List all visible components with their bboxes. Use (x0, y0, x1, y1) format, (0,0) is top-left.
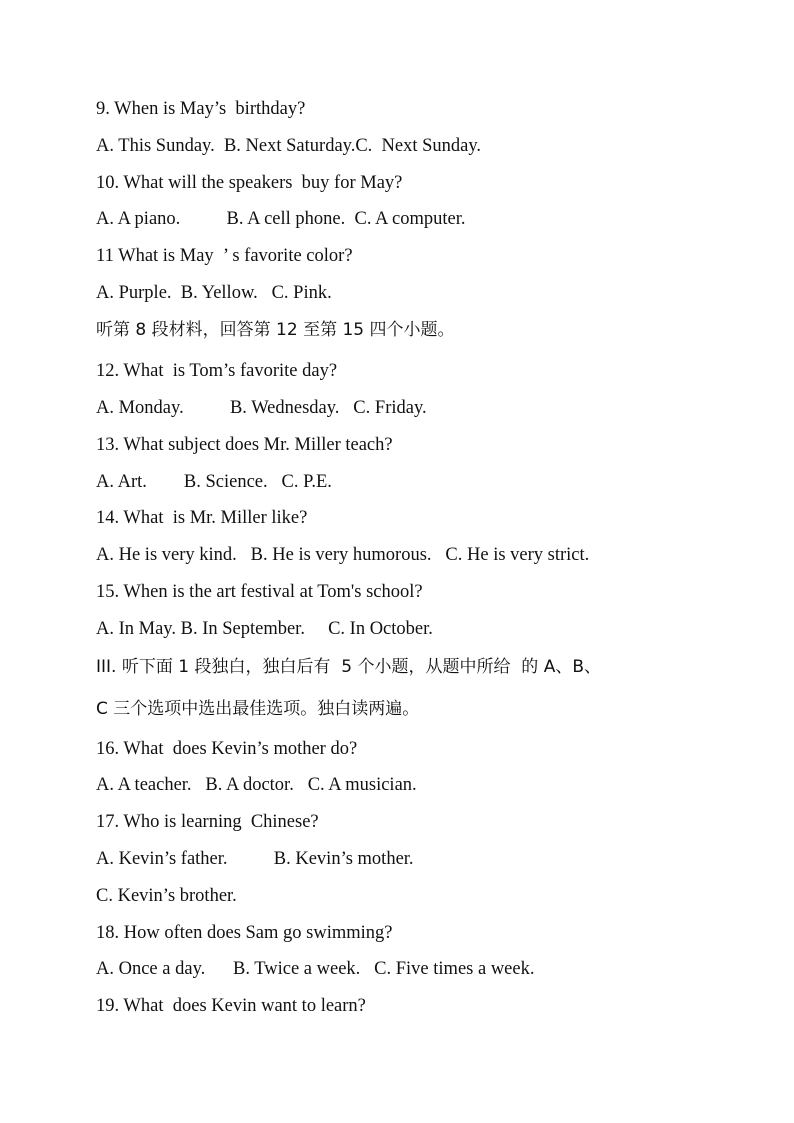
question-11-options: A. Purple. B. Yellow. C. Pink. (96, 283, 332, 303)
question-9-options: A. This Sunday. B. Next Saturday.C. Next Sunday. (96, 136, 482, 156)
question-14-options: A. He is very kind. B. He is very humorous. C. He is very strict. (96, 545, 590, 565)
question-16-options: A. A teacher. B. A doctor. C. A musician. (96, 775, 417, 795)
question-12-options: A. Monday. B. Wednesday. C. Friday. (96, 398, 427, 418)
question-10: 10. What will the speakers buy for May? (96, 173, 403, 193)
question-14: 14. What is Mr. Miller like? (96, 508, 308, 528)
section-instruction-8: 听第 8 段材料，回答第 12 至第 15 四个小题。 (96, 320, 455, 340)
section-iii-heading-cont: C 三个选项中选出最佳选项。独白读两遍。 (96, 699, 420, 719)
question-13-options: A. Art. B. Science. C. P.E. (96, 472, 332, 492)
question-18-options: A. Once a day. B. Twice a week. C. Five times a week. (96, 959, 535, 979)
question-12: 12. What is Tom’s favorite day? (96, 361, 338, 381)
question-19: 19. What does Kevin want to learn? (96, 996, 366, 1016)
question-18: 18. How often does Sam go swimming? (96, 923, 393, 943)
question-15: 15. When is the art festival at Tom's school? (96, 582, 423, 602)
section-iii-heading: III. 听下面 1 段独白，独白后有 5 个小题，从题中所给 的 A、B、 (96, 657, 602, 677)
question-17-option-c: C. Kevin’s brother. (96, 886, 237, 906)
question-15-options: A. In May. B. In September. C. In October. (96, 619, 433, 639)
question-17-options: A. Kevin’s father. B. Kevin’s mother. (96, 849, 414, 869)
question-13: 13. What subject does Mr. Miller teach? (96, 435, 393, 455)
question-17: 17. Who is learning Chinese? (96, 812, 319, 832)
question-16: 16. What does Kevin’s mother do? (96, 739, 358, 759)
question-9: 9. When is May’s birthday? (96, 99, 306, 119)
question-10-options: A. A piano. B. A cell phone. C. A computer. (96, 209, 466, 229)
question-11: 11 What is May ’ s favorite color? (96, 246, 353, 266)
